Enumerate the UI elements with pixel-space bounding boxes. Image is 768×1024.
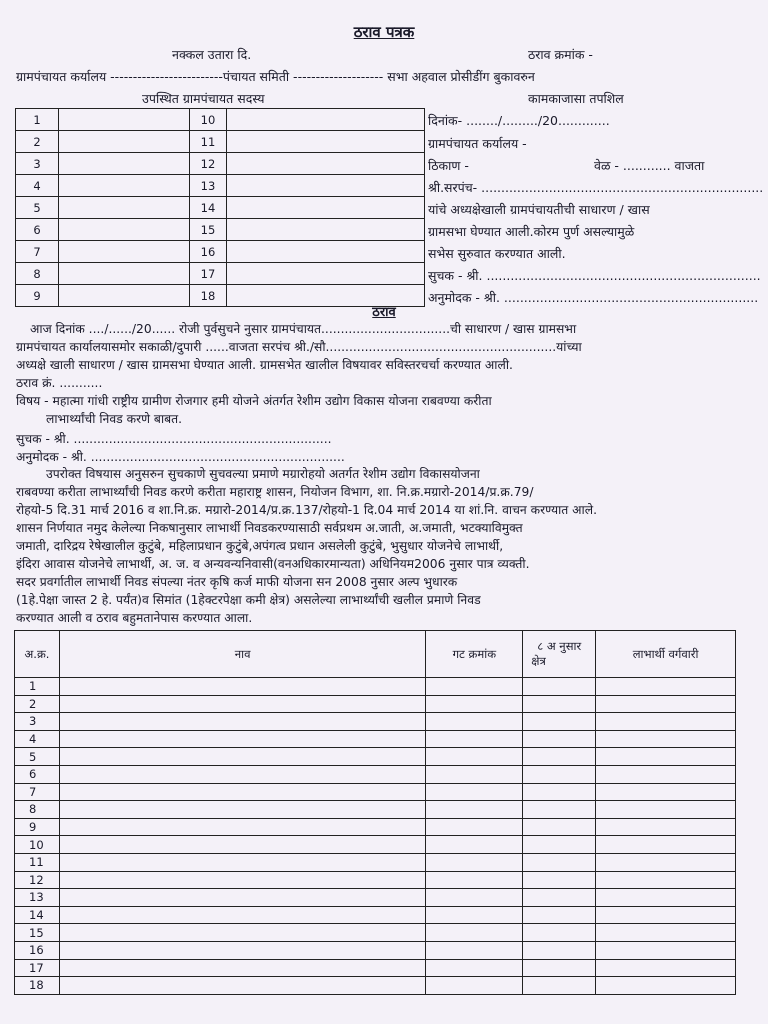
- work-date: दिनांक- ......../........./20.............: [428, 113, 610, 128]
- table-cell: [59, 853, 425, 871]
- member-row: [16, 263, 425, 285]
- table-cell: [426, 871, 523, 889]
- member-number: 14: [190, 197, 227, 219]
- member-row: [16, 219, 425, 241]
- member-name-cell: [227, 263, 425, 285]
- table-cell: [523, 748, 596, 766]
- table-cell: [523, 713, 596, 731]
- table-cell: [426, 889, 523, 907]
- row-number: 8: [15, 801, 60, 819]
- table-cell: [59, 941, 425, 959]
- table-cell: [59, 730, 425, 748]
- table-cell: [596, 818, 736, 836]
- table-cell: [59, 836, 425, 854]
- member-name-cell: [227, 131, 425, 153]
- work-heading: कामकाजासा तपशिल: [528, 91, 624, 106]
- row-number: 17: [15, 959, 60, 977]
- table-cell: [523, 906, 596, 924]
- table-cell: [426, 783, 523, 801]
- table-cell: [59, 678, 425, 696]
- member-number: 4: [16, 175, 59, 197]
- member-number: 1: [16, 109, 59, 131]
- table-cell: [59, 713, 425, 731]
- table-row: [15, 941, 736, 959]
- table-cell: [523, 871, 596, 889]
- table-cell: [426, 713, 523, 731]
- table-cell: [59, 924, 425, 942]
- member-number: 10: [190, 109, 227, 131]
- body-line: शासन निर्णयात नमुद केलेल्या निकषानुसार लाभार्थी निवडकरण्यासाठी सर्वप्रथम अ.जाती, अ.जमाती, भटक्याविमुक्त: [16, 521, 523, 535]
- member-number: 12: [190, 153, 227, 175]
- table-cell: [523, 836, 596, 854]
- body-line: (1हे.पेक्षा जास्त 2 हे. पर्यंत)व सिमांत (1हेक्टरपेक्षा कमी क्षेत्र) असलेल्या लाभार्थ्यांची खलील प्रमाणे निवड: [16, 593, 481, 607]
- table-cell: [426, 748, 523, 766]
- table-row: [15, 906, 736, 924]
- table-row: [15, 713, 736, 731]
- member-name-cell: [59, 241, 190, 263]
- table-row: [15, 783, 736, 801]
- table-cell: [596, 713, 736, 731]
- member-number: 11: [190, 131, 227, 153]
- table-cell: [523, 889, 596, 907]
- row-number: 6: [15, 765, 60, 783]
- table-cell: [59, 889, 425, 907]
- table-cell: [596, 853, 736, 871]
- table-cell: [426, 801, 523, 819]
- table-cell: [59, 977, 425, 995]
- resolution-line-1: आज दिनांक ..../....../20...... रोजी पुर्वसुचने नुसार ग्रामपंचायत.................................ची साधारण / खास ग्रामसभा: [30, 322, 577, 336]
- member-row: [16, 175, 425, 197]
- table-cell: [426, 818, 523, 836]
- row-number: 11: [15, 853, 60, 871]
- member-name-cell: [59, 263, 190, 285]
- resolution-anumodak: अनुमोदक - श्री. .................................................................: [16, 450, 345, 464]
- table-cell: [59, 695, 425, 713]
- table-row: [15, 924, 736, 942]
- table-cell: [426, 853, 523, 871]
- table-cell: [596, 801, 736, 819]
- member-number: 2: [16, 131, 59, 153]
- row-number: 12: [15, 871, 60, 889]
- subject-line-1: विषय - महात्मा गांधी राष्ट्रीय ग्रामीण रोजगार हमी योजने अंतर्गत रेशीम उद्योग विकास योजना राबवण्या करीता: [16, 394, 492, 408]
- table-row: [15, 871, 736, 889]
- work-sarpanch: श्री.सरपंच- .......................................................................: [428, 180, 764, 195]
- table-row: [15, 748, 736, 766]
- body-line: राबवण्या करीता लाभार्थ्यांची निवड करणे करीता महाराष्ट्र शासन, नियोजन विभाग, शा. नि.क्र.मग्रारो-2014/प्र.क्र.79/: [16, 485, 534, 499]
- member-row: [16, 131, 425, 153]
- body-line: करण्यात आली व ठराव बहुमतानेपास करण्यात आला.: [16, 611, 253, 625]
- header-category: लाभार्थी वर्गवारी: [596, 631, 736, 678]
- table-cell: [523, 941, 596, 959]
- table-row: [15, 801, 736, 819]
- work-time: वेळ - ............ वाजता: [594, 158, 705, 173]
- table-cell: [596, 730, 736, 748]
- table-cell: [59, 871, 425, 889]
- table-cell: [596, 941, 736, 959]
- table-cell: [596, 748, 736, 766]
- work-line-5: यांचे अध्यक्षेखाली ग्रामपंचायतीची साधारण / खास: [428, 202, 650, 217]
- subject-line-2: लाभार्थ्यांची निवड करणे बाबत.: [46, 412, 183, 426]
- resolution-number-label: ठराव क्रमांक -: [528, 47, 593, 62]
- member-number: 6: [16, 219, 59, 241]
- table-cell: [59, 783, 425, 801]
- table-cell: [426, 836, 523, 854]
- body-line: जमाती, दारिद्रय रेषेखालील कुटुंबे, महिलाप्रधान कुटुंबे,अपंगत्व प्रधान असलेली कुटुंबे, भुसुधार योजनेचे लाभार्थी,: [16, 539, 504, 553]
- member-row: [16, 153, 425, 175]
- row-number: 10: [15, 836, 60, 854]
- copy-date-label: नक्कल उतारा दि.: [172, 47, 252, 62]
- table-cell: [59, 906, 425, 924]
- member-number: 16: [190, 241, 227, 263]
- row-number: 4: [15, 730, 60, 748]
- work-suchak: सुचक - श्री. .....................................................................: [428, 268, 761, 283]
- table-cell: [59, 748, 425, 766]
- table-cell: [426, 906, 523, 924]
- member-row: [16, 241, 425, 263]
- member-number: 9: [16, 285, 59, 307]
- table-cell: [523, 695, 596, 713]
- row-number: 2: [15, 695, 60, 713]
- resolution-heading: ठराव: [372, 305, 396, 320]
- table-cell: [596, 977, 736, 995]
- table-cell: [596, 836, 736, 854]
- table-row: [15, 853, 736, 871]
- work-office: ग्रामपंचायत कर्यालय -: [428, 136, 527, 151]
- resolution-line-3: अध्यक्षे खाली साधारण / खास ग्रामसभा घेण्यात आली. ग्रामसभेत खालील विषयावर सविस्तरचर्चा करण्यात आली.: [16, 358, 513, 372]
- table-row: [15, 836, 736, 854]
- row-number: 13: [15, 889, 60, 907]
- header-area: ८ अ नुसार क्षेत्र: [523, 631, 596, 678]
- body-line: इंदिरा आवास योजनेचे लाभार्थी, अ. ज. व अन्यवन्यनिवासी(वनअधिकारमान्यता) अधिनियम2006 नुसार पात्र व्यक्ती.: [16, 557, 530, 571]
- office-line: ग्रामपंचायत कर्यालय -------------------------पंचायत समिती -------------------- सभा अहवाल प्रोसीडींग बुकावरुन: [16, 69, 535, 84]
- member-name-cell: [227, 109, 425, 131]
- table-row: [15, 959, 736, 977]
- table-cell: [59, 818, 425, 836]
- members-table: [15, 108, 425, 307]
- resolution-line-2: ग्रामपंचायत कार्यालयासमोर सकाळी/दुपारी ......वाजता सरपंच श्री./सौ...........................................................यांच्या: [16, 340, 582, 354]
- table-cell: [596, 959, 736, 977]
- table-cell: [426, 941, 523, 959]
- member-name-cell: [227, 241, 425, 263]
- table-row: [15, 977, 736, 995]
- member-name-cell: [227, 197, 425, 219]
- table-cell: [59, 801, 425, 819]
- table-cell: [426, 977, 523, 995]
- row-number: 16: [15, 941, 60, 959]
- table-cell: [523, 977, 596, 995]
- table-row: [15, 730, 736, 748]
- member-number: 3: [16, 153, 59, 175]
- member-number: 8: [16, 263, 59, 285]
- resolution-number: ठराव क्रं. ...........: [16, 376, 103, 390]
- work-line-7: सभेस सुरुवात करण्यात आली.: [428, 246, 566, 261]
- member-number: 17: [190, 263, 227, 285]
- row-number: 5: [15, 748, 60, 766]
- work-line-6: ग्रामसभा घेण्यात आली.कोरम पुर्ण असल्यामुळे: [428, 224, 635, 239]
- table-cell: [426, 959, 523, 977]
- header-name: नाव: [59, 631, 425, 678]
- header-sr: अ.क्र.: [15, 631, 60, 678]
- table-cell: [523, 678, 596, 696]
- table-cell: [523, 853, 596, 871]
- row-number: 14: [15, 906, 60, 924]
- table-cell: [523, 818, 596, 836]
- table-row: [15, 818, 736, 836]
- table-cell: [523, 801, 596, 819]
- row-number: 18: [15, 977, 60, 995]
- member-name-cell: [59, 131, 190, 153]
- row-number: 9: [15, 818, 60, 836]
- table-row: [15, 889, 736, 907]
- member-name-cell: [59, 197, 190, 219]
- table-cell: [523, 730, 596, 748]
- table-row: [15, 765, 736, 783]
- work-place: ठिकाण -: [428, 158, 469, 173]
- resolution-suchak: सुचक - श्री. ..................................................................: [16, 432, 332, 446]
- table-cell: [426, 695, 523, 713]
- member-number: 13: [190, 175, 227, 197]
- table-cell: [596, 924, 736, 942]
- table-cell: [523, 765, 596, 783]
- member-name-cell: [59, 175, 190, 197]
- table-cell: [596, 765, 736, 783]
- body-line: उपरोक्त विषयास अनुसरुन सुचकाणे सुचवल्या प्रमाणे मग्रारोहयो अतर्गत रेशीम उद्योग विकासयोजना: [46, 467, 480, 481]
- member-number: 18: [190, 285, 227, 307]
- page-title: ठराव पत्रक: [353, 23, 415, 41]
- member-number: 15: [190, 219, 227, 241]
- row-number: 15: [15, 924, 60, 942]
- body-line: सदर प्रवर्गातील लाभार्थी निवड संपल्या नंतर कृषि कर्ज माफी योजना सन 2008 नुसार अल्प भुधारक: [16, 575, 458, 589]
- member-row: [16, 109, 425, 131]
- member-name-cell: [227, 153, 425, 175]
- member-name-cell: [227, 219, 425, 241]
- member-name-cell: [59, 109, 190, 131]
- table-cell: [426, 678, 523, 696]
- members-heading: उपस्थित ग्रामपंचायत सदस्य: [142, 91, 265, 106]
- table-cell: [596, 678, 736, 696]
- table-cell: [426, 765, 523, 783]
- table-row: [15, 695, 736, 713]
- header-gat: गट क्रमांक: [426, 631, 523, 678]
- member-row: [16, 197, 425, 219]
- member-name-cell: [59, 219, 190, 241]
- table-cell: [59, 765, 425, 783]
- beneficiary-table: [14, 630, 736, 995]
- table-cell: [523, 783, 596, 801]
- row-number: 3: [15, 713, 60, 731]
- table-cell: [596, 906, 736, 924]
- table-cell: [523, 959, 596, 977]
- member-number: 5: [16, 197, 59, 219]
- work-anumodak: अनुमोदक - श्री. ................................................................: [428, 290, 759, 305]
- table-row: [15, 678, 736, 696]
- member-number: 7: [16, 241, 59, 263]
- row-number: 7: [15, 783, 60, 801]
- row-number: 1: [15, 678, 60, 696]
- table-cell: [426, 730, 523, 748]
- table-cell: [596, 889, 736, 907]
- body-line: रोहयो-5 दि.31 मार्च 2016 व शा.नि.क्र. मग्रारो-2014/प्र.क्र.137/रोहयो-1 दि.04 मार्च 2014 या शां.नि. वाचन करण्यात आले.: [16, 503, 597, 517]
- table-cell: [596, 695, 736, 713]
- table-cell: [523, 924, 596, 942]
- table-cell: [426, 924, 523, 942]
- table-cell: [59, 959, 425, 977]
- table-cell: [596, 871, 736, 889]
- table-cell: [596, 783, 736, 801]
- member-name-cell: [227, 175, 425, 197]
- member-name-cell: [59, 153, 190, 175]
